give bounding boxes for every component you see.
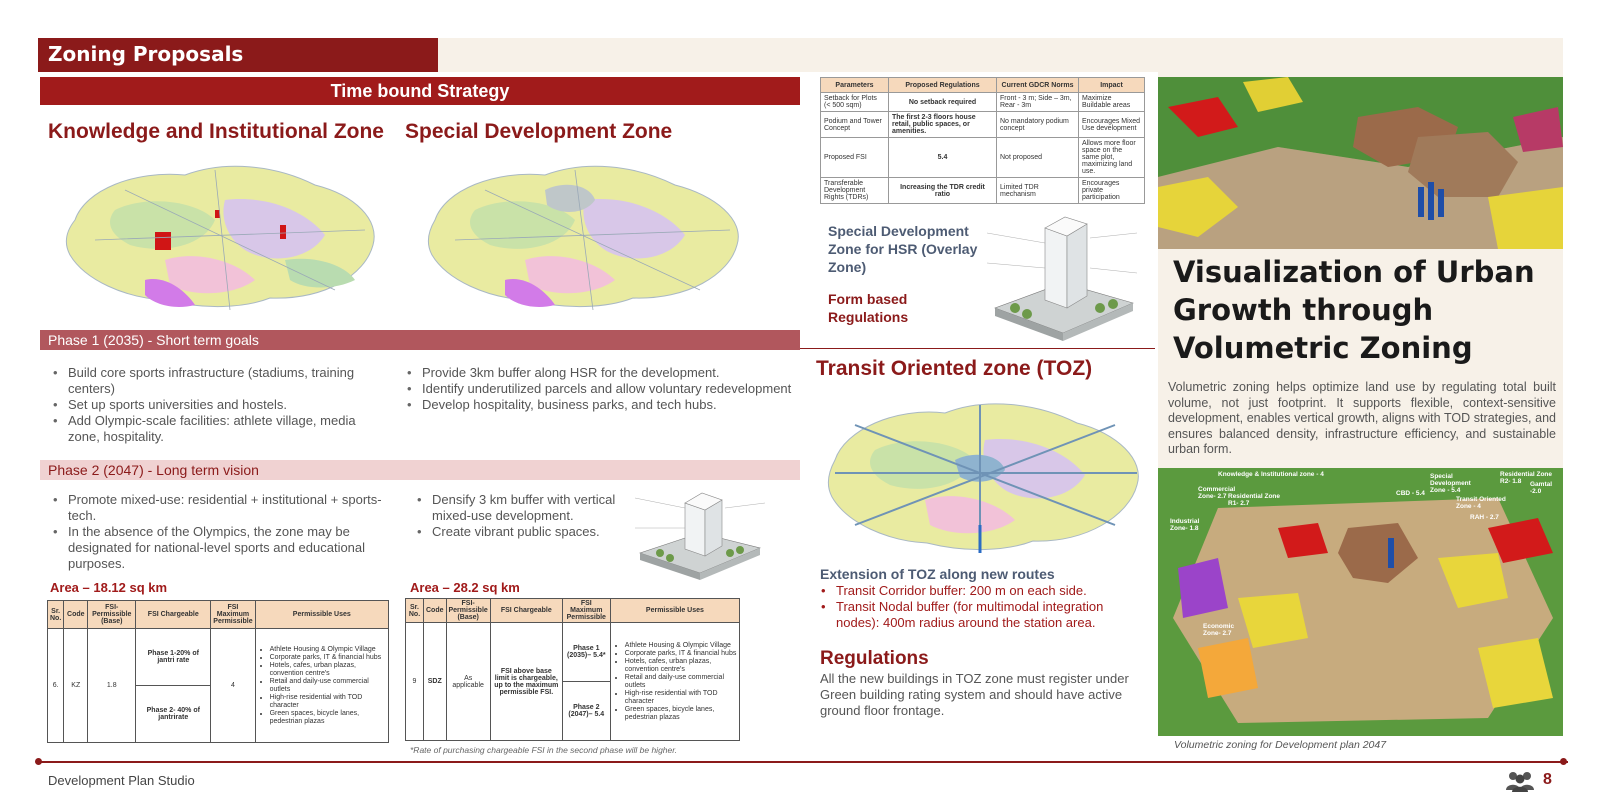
section-divider <box>800 348 1155 349</box>
visualization-title: Visualization of Urban Growth through Volumetric Zoning <box>1173 255 1535 365</box>
table-cell: 5.4 <box>889 138 997 178</box>
map-label: CBD - 5.4 <box>1396 490 1425 497</box>
phase2-header: Phase 2 (2047) - Long term vision <box>40 460 800 480</box>
map-label: Residential Zone R1- 2.7 <box>1228 493 1281 507</box>
toz-title: Transit Oriented zone (TOZ) <box>816 357 1093 380</box>
toz-map <box>815 385 1155 560</box>
regulations-table <box>820 77 1145 204</box>
table-cell: Allows more floor space on the same plot, maximizing land use. <box>1079 138 1145 178</box>
table-header: FSI Maximum Permissible <box>562 599 610 623</box>
footer-line <box>38 761 1568 763</box>
map-label: Economic Zone- 2.7 <box>1203 623 1235 637</box>
footer-dot-left <box>35 758 42 765</box>
table-cell: Transferable Development Rights (TDRs) <box>821 178 889 204</box>
table-header: Current GDCR Norms <box>997 78 1079 93</box>
sdz-area-label: Area – 28.2 sq km <box>410 580 520 595</box>
table-cell: Phase 2- 40% of jantrirate <box>136 686 211 743</box>
knowledge-zone-map <box>55 150 390 315</box>
table-cell <box>610 623 739 741</box>
kz-area-label: Area – 18.12 sq km <box>50 580 168 595</box>
map-label: Industrial Zone- 1.8 <box>1170 518 1200 532</box>
table-cell: Phase 1-20% of jantri rate <box>136 629 211 686</box>
list-item: • Corporate parks, IT & financial hubs <box>625 650 737 658</box>
table-header: Proposed Regulations <box>889 78 997 93</box>
toz-extension-title: Extension of TOZ along new routes <box>820 566 1055 582</box>
visualization-text: Volumetric zoning helps optimize land use by regulating total built volume, not just footprint. It supports flexible, context-sensitive development, enables vertical growth, aligns with TOD strategies, and ensures balanced density, infrastructure efficiency, and sustainable urban form. <box>1168 380 1556 456</box>
table-header: Code <box>64 601 88 629</box>
table-cell: Setback for Plots (< 500 sqm) <box>821 93 889 112</box>
table-cell: Encourages Mixed Use development <box>1079 112 1145 138</box>
list-item: • Add Olympic-scale facilities: athlete village, media zone, hospitality. <box>48 413 388 445</box>
table-cell: 1.8 <box>88 629 136 743</box>
table-header: FSI- Permissible (Base) <box>88 601 136 629</box>
list-item: • Transit Nodal buffer (for multimodal integration nodes): 400m radius around the station area. <box>816 599 1136 631</box>
list-item: • Transit Corridor buffer: 200 m on each side. <box>816 583 1136 599</box>
kz-fsi-table <box>47 600 389 743</box>
special-zone-title: Special Development Zone <box>405 120 673 143</box>
table-cell: KZ <box>64 629 88 743</box>
table-header: Permissible Uses <box>255 601 388 629</box>
sdz-footnote: *Rate of purchasing chargeable FSI in the second phase will be higher. <box>410 745 678 755</box>
table-header: Code <box>424 599 447 623</box>
table-header: FSI- Permissible (Base) <box>446 599 490 623</box>
special-zone-map <box>415 150 760 315</box>
map-label: Commercial Zone- 2.7 <box>1198 486 1236 500</box>
list-item: • Hotels, cafes, urban plazas, convention centre's <box>270 662 386 678</box>
hsr-subtitle: Form based Regulations <box>828 291 909 325</box>
list-item: • Green spaces, bicycle lanes, pedestrian plazas <box>270 710 386 726</box>
phase1-header: Phase 1 (2035) - Short term goals <box>40 330 800 350</box>
title-bar-extension <box>438 38 1563 72</box>
list-item: • Densify 3 km buffer with vertical mixed-use development. <box>412 492 617 524</box>
table-cell: Not proposed <box>997 138 1079 178</box>
team-icon <box>1505 770 1535 797</box>
list-item: • Create vibrant public spaces. <box>412 524 617 540</box>
toz-regulations-title: Regulations <box>820 648 929 669</box>
list-item: • Retail and daily-use commercial outlets <box>270 678 386 694</box>
table-cell: 4 <box>211 629 255 743</box>
table-cell: Encourages private participation <box>1079 178 1145 204</box>
list-item: • Athlete Housing & Olympic Village <box>625 642 737 650</box>
table-cell: Increasing the TDR credit ratio <box>889 178 997 204</box>
table-cell: SDZ <box>424 623 447 741</box>
table-cell: FSI above base limit is chargeable, up to the maximum permissible FSI. <box>490 623 562 741</box>
table-cell: Proposed FSI <box>821 138 889 178</box>
table-cell <box>255 629 388 743</box>
volumetric-render-bottom <box>1158 468 1563 736</box>
page-title: Zoning Proposals <box>38 38 438 72</box>
table-header: FSI Maximum Permissible <box>211 601 255 629</box>
toz-extension-list <box>816 583 1136 631</box>
list-item: • Athlete Housing & Olympic Village <box>270 646 386 654</box>
map-label: Transit Oriented Zone - 4 <box>1456 496 1506 510</box>
table-header: Parameters <box>821 78 889 93</box>
map-label: Gamtal -2.0 <box>1530 481 1553 495</box>
list-item: • High-rise residential with TOD character <box>270 694 386 710</box>
phase1-knowledge-list <box>48 365 388 445</box>
table-cell: Front - 3 m; Side – 3m, Rear - 3m <box>997 93 1079 112</box>
table-header: Sr. No. <box>48 601 64 629</box>
table-cell: No setback required <box>889 93 997 112</box>
table-header: FSI Chargeable <box>136 601 211 629</box>
list-item: • Promote mixed-use: residential + institutional + sports-tech. <box>48 492 393 524</box>
table-cell: Podium and Tower Concept <box>821 112 889 138</box>
list-item: • In the absence of the Olympics, the zone may be designated for national-level sports and educational purposes. <box>48 524 393 572</box>
footer-studio: Development Plan Studio <box>48 773 195 788</box>
table-cell: No mandatory podium concept <box>997 112 1079 138</box>
list-item: • Corporate parks, IT & financial hubs <box>270 654 386 662</box>
table-cell: 6. <box>48 629 64 743</box>
table-cell: 9 <box>406 623 424 741</box>
table-cell: The first 2-3 floors house retail, public spaces, or amenities. <box>889 112 997 138</box>
building-diagram-large <box>985 208 1140 348</box>
strategy-header: Time bound Strategy <box>40 77 800 105</box>
phase2-special-list <box>412 492 617 540</box>
table-cell: Phase 1 (2035)– 5.4* <box>562 623 610 682</box>
list-item: • Build core sports infrastructure (stadiums, training centers) <box>48 365 388 397</box>
table-cell: As applicable <box>446 623 490 741</box>
map-label: Special Development Zone - 5.4 <box>1430 473 1471 494</box>
map-label: Residential Zone R2- 1.8 <box>1500 471 1553 485</box>
phase2-knowledge-list <box>48 492 393 572</box>
sdz-fsi-table <box>405 598 740 741</box>
table-header: FSI Chargeable <box>490 599 562 623</box>
page-number: 8 <box>1543 771 1552 788</box>
table-cell: Maximize Buildable areas <box>1079 93 1145 112</box>
footer-dot-right <box>1560 758 1567 765</box>
list-item: • Hotels, cafes, urban plazas, convention centre's <box>625 658 737 674</box>
list-item: • Set up sports universities and hostels. <box>48 397 388 413</box>
map-label: Knowledge & Institutional zone - 4 <box>1218 471 1324 478</box>
list-item: • Retail and daily-use commercial outlets <box>625 674 737 690</box>
list-item: • Develop hospitality, business parks, and tech hubs. <box>402 397 792 413</box>
volumetric-render-top <box>1158 77 1563 249</box>
toz-regulations-text: All the new buildings in TOZ zone must register under Green building rating system and should have active ground floor frontage. <box>820 671 1129 718</box>
table-cell: Limited TDR mechanism <box>997 178 1079 204</box>
phase1-special-list <box>402 365 792 413</box>
visualization-caption: Volumetric zoning for Development plan 2047 <box>1174 739 1387 751</box>
list-item: • Identify underutilized parcels and allow voluntary redevelopment <box>402 381 792 397</box>
list-item: • Green spaces, bicycle lanes, pedestrian plazas <box>625 706 737 722</box>
hsr-title: Special Development Zone for HSR (Overlay Zone) <box>828 223 978 275</box>
table-header: Permissible Uses <box>610 599 739 623</box>
table-header: Sr. No. <box>406 599 424 623</box>
map-label: RAH - 2.7 <box>1470 514 1499 521</box>
building-diagram-small <box>630 478 770 583</box>
table-header: Impact <box>1079 78 1145 93</box>
list-item: • High-rise residential with TOD character <box>625 690 737 706</box>
table-cell: Phase 2 (2047)– 5.4 <box>562 682 610 741</box>
knowledge-zone-title: Knowledge and Institutional Zone <box>48 120 384 143</box>
list-item: • Provide 3km buffer along HSR for the development. <box>402 365 792 381</box>
